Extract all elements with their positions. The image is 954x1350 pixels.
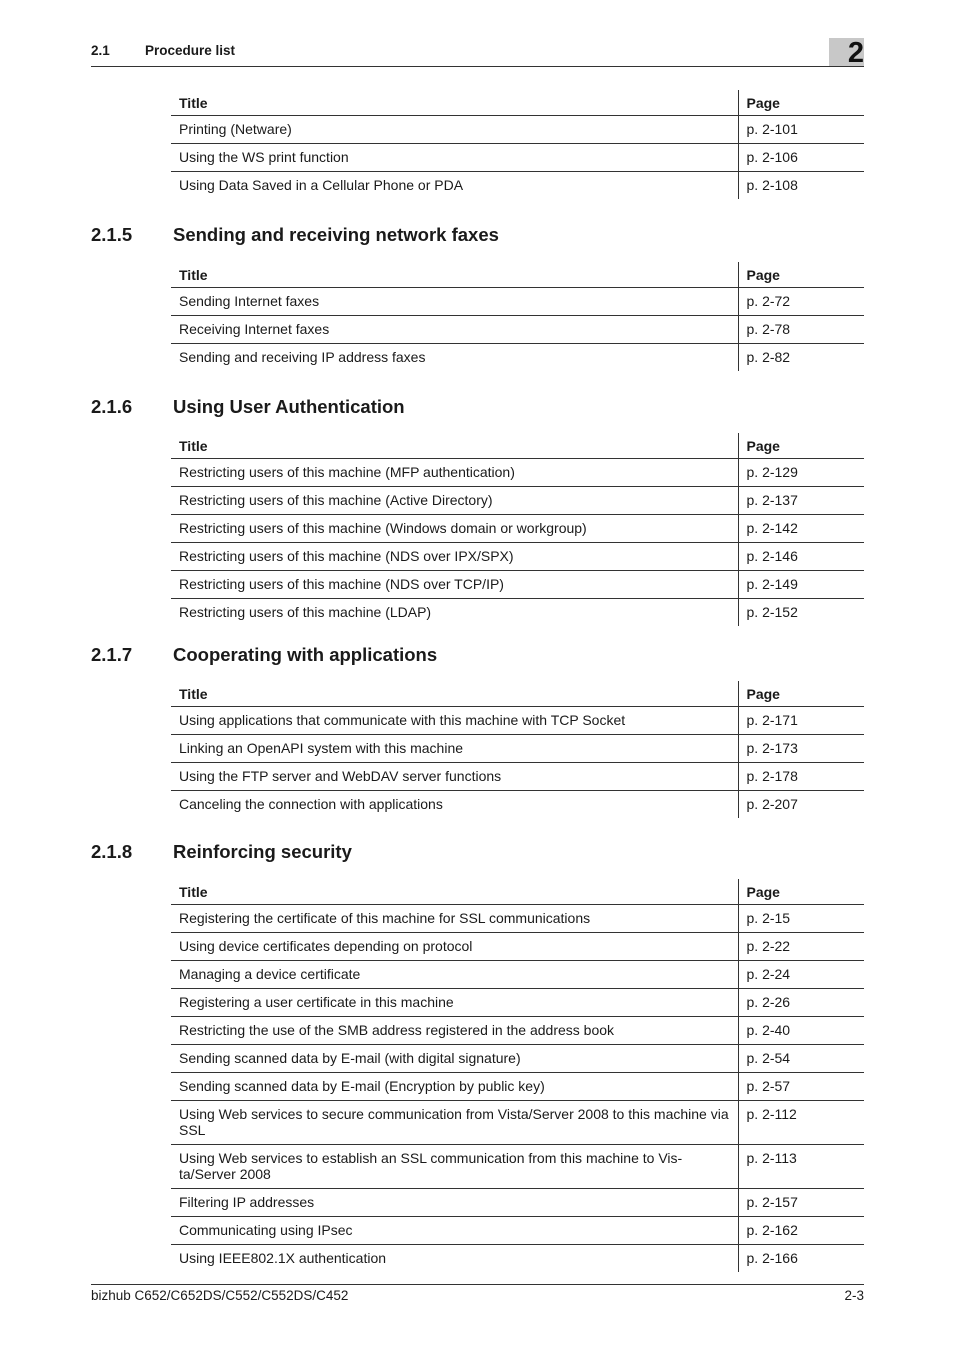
row-title: Sending and receiving IP address faxes: [179, 349, 426, 365]
table-row: [171, 116, 864, 144]
row-title: Restricting users of this machine (MFP authentication): [171, 459, 738, 487]
column-title-header: Title: [171, 879, 738, 905]
section-heading-2-1-7: [91, 644, 437, 666]
table-row: [171, 989, 864, 1017]
column-title-header: Title: [171, 681, 738, 707]
row-title: Registering the certificate of this machine for SSL communications: [171, 905, 738, 933]
row-title: Using the FTP server and WebDAV server functions: [171, 763, 738, 791]
row-title: Restricting users of this machine (Windows domain or workgroup): [171, 515, 738, 543]
row-title: Restricting users of this machine (NDS over IPX/SPX): [171, 543, 738, 571]
row-page: p. 2-162: [738, 1217, 864, 1245]
section-title: Cooperating with applications: [173, 644, 438, 665]
table-header-row: [171, 90, 864, 116]
row-page: p. 2-22: [738, 933, 864, 961]
chapter-badge: [829, 37, 864, 69]
section-heading-2-1-5: [91, 224, 499, 246]
table-row: [171, 459, 864, 487]
running-header: [91, 38, 864, 67]
table-header-row: [171, 681, 864, 707]
row-page: p. 2-108: [738, 172, 864, 200]
header-section-number: 2.1: [91, 43, 110, 58]
column-page-header: Page: [738, 433, 864, 459]
row-page: p. 2-54: [738, 1045, 864, 1073]
row-page: p. 2-171: [738, 707, 864, 735]
footer-page-number: 2-3: [844, 1288, 864, 1303]
row-title: Managing a device certificate: [171, 961, 738, 989]
row-page: p. 2-82: [738, 344, 864, 372]
column-title-header: Title: [171, 262, 738, 288]
section-title: Reinforcing security: [173, 841, 352, 862]
table-header-row: [171, 433, 864, 459]
procedure-table-applications: [171, 681, 864, 818]
row-title: Using device certificates depending on protocol: [171, 933, 738, 961]
column-page-header: Page: [738, 879, 864, 905]
table-row: [171, 344, 864, 372]
row-title: Registering a user certificate in this machine: [171, 989, 738, 1017]
row-title: Using applications that communicate with this machine with TCP Socket: [171, 707, 738, 735]
section-heading-2-1-6: [91, 396, 405, 418]
table-row: [171, 1145, 864, 1189]
table-row: [171, 763, 864, 791]
column-title-header: Title: [171, 433, 738, 459]
row-title: Using Web services to secure communication from Vista/Server 2008 to this machine via SSL: [171, 1101, 738, 1145]
table-row: [171, 905, 864, 933]
procedure-table-network-faxes: [171, 262, 864, 371]
table-row: [171, 144, 864, 172]
table-row: [171, 961, 864, 989]
column-page-header: Page: [738, 90, 864, 116]
header-section-title: Procedure list: [145, 43, 236, 58]
procedure-table-user-authentication: [171, 433, 864, 626]
page-footer: [91, 1284, 864, 1303]
table-row: [171, 933, 864, 961]
row-page: p. 2-57: [738, 1073, 864, 1101]
table-row: [171, 1017, 864, 1045]
table-row: [171, 487, 864, 515]
section-number: 2.1.7: [91, 644, 133, 665]
row-page: p. 2-26: [738, 989, 864, 1017]
table-row: [171, 571, 864, 599]
section-number: 2.1.6: [91, 396, 133, 417]
table-row: [171, 791, 864, 819]
row-page: p. 2-173: [738, 735, 864, 763]
table-row: [171, 515, 864, 543]
section-number: 2.1.5: [91, 224, 133, 245]
table-row: [171, 707, 864, 735]
row-title: Receiving Internet faxes: [171, 316, 738, 344]
row-title: Using Web services to establish an SSL communication from this machine to Vis-ta/Server 2008: [171, 1145, 738, 1189]
row-title: Using the WS print function: [171, 144, 738, 172]
chapter-number: 2: [847, 37, 864, 69]
table-row: [171, 1073, 864, 1101]
table-row: [171, 316, 864, 344]
row-page: p. 2-106: [738, 144, 864, 172]
row-title: Canceling the connection with applications: [179, 796, 443, 812]
table-row: [171, 1189, 864, 1217]
table-row: [171, 172, 864, 200]
table-row: [171, 1101, 864, 1145]
row-page: p. 2-40: [738, 1017, 864, 1045]
row-page: p. 2-101: [738, 116, 864, 144]
table-row: [171, 1217, 864, 1245]
row-page: p. 2-78: [738, 316, 864, 344]
row-page: p. 2-146: [738, 543, 864, 571]
row-page: p. 2-178: [738, 763, 864, 791]
row-title: Sending Internet faxes: [171, 288, 738, 316]
row-page: p. 2-149: [738, 571, 864, 599]
section-title: Using User Authentication: [173, 396, 405, 417]
table-row: [171, 735, 864, 763]
table-row: [171, 599, 864, 627]
row-title: Restricting users of this machine (NDS over TCP/IP): [171, 571, 738, 599]
procedure-table-continued: [171, 90, 864, 199]
row-page: p. 2-166: [738, 1245, 864, 1273]
table-row: [171, 1245, 864, 1273]
row-title: Printing (Netware): [171, 116, 738, 144]
row-title: Filtering IP addresses: [171, 1189, 738, 1217]
row-page: p. 2-129: [738, 459, 864, 487]
table-row: [171, 288, 864, 316]
section-title: Sending and receiving network faxes: [173, 224, 499, 245]
column-title-header: Title: [171, 90, 738, 116]
row-page: p. 2-152: [738, 599, 864, 627]
row-title: Restricting the use of the SMB address registered in the address book: [171, 1017, 738, 1045]
footer-model-name: bizhub C652/C652DS/C552/C552DS/C452: [91, 1288, 349, 1303]
row-title: Using IEEE802.1X authentication: [179, 1250, 387, 1266]
row-page: p. 2-72: [738, 288, 864, 316]
row-title: Restricting users of this machine (Active Directory): [171, 487, 738, 515]
row-page: p. 2-113: [738, 1145, 864, 1189]
table-row: [171, 543, 864, 571]
row-page: p. 2-24: [738, 961, 864, 989]
row-title: Sending scanned data by E-mail (Encryption by public key): [171, 1073, 738, 1101]
row-page: p. 2-157: [738, 1189, 864, 1217]
row-title: Linking an OpenAPI system with this machine: [171, 735, 738, 763]
column-page-header: Page: [738, 262, 864, 288]
row-title: Using Data Saved in a Cellular Phone or PDA: [179, 177, 464, 193]
row-page: p. 2-137: [738, 487, 864, 515]
row-title: Sending scanned data by E-mail (with digital signature): [171, 1045, 738, 1073]
section-heading-2-1-8: [91, 841, 352, 863]
row-title: Communicating using IPsec: [171, 1217, 738, 1245]
section-number: 2.1.8: [91, 841, 133, 862]
column-page-header: Page: [738, 681, 864, 707]
row-page: p. 2-142: [738, 515, 864, 543]
row-page: p. 2-207: [738, 791, 864, 819]
row-page: p. 2-15: [738, 905, 864, 933]
table-row: [171, 1045, 864, 1073]
table-header-row: [171, 879, 864, 905]
row-page: p. 2-112: [738, 1101, 864, 1145]
table-header-row: [171, 262, 864, 288]
row-title: Restricting users of this machine (LDAP): [179, 604, 432, 620]
procedure-table-security: [171, 879, 864, 1272]
